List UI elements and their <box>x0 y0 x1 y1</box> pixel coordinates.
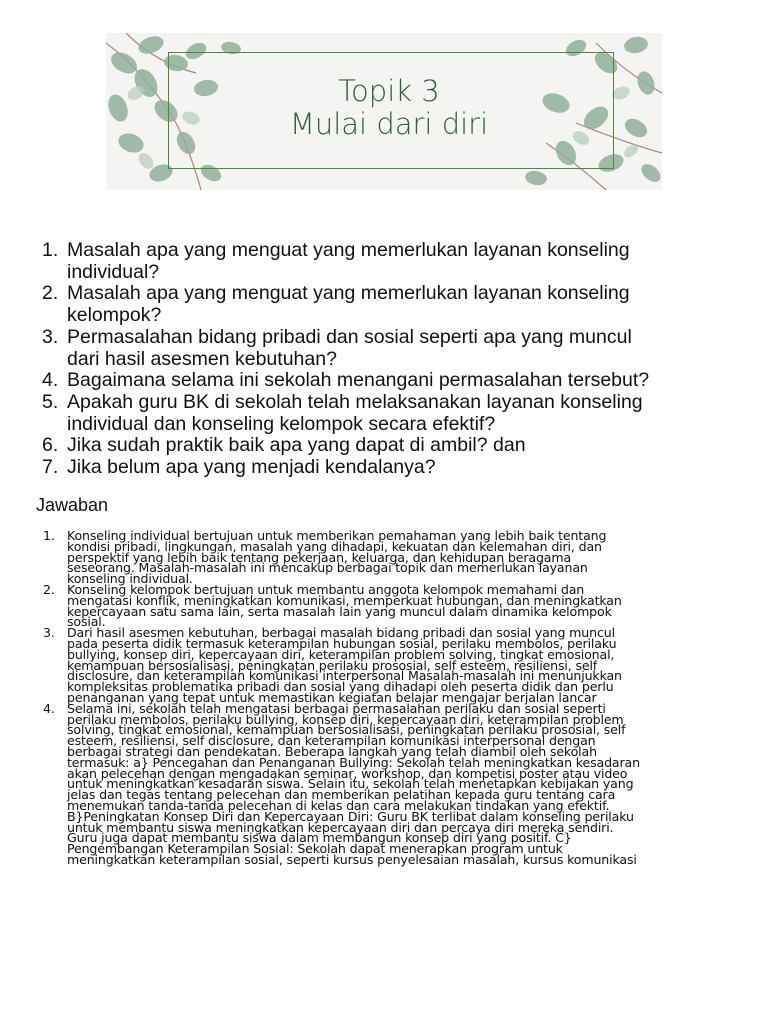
answer-item-text-line: esteem, resiliensi, self disclosure, dan keterampilan komunikasi interpersonal dengan <box>67 733 596 749</box>
answer-item-text-line: Pengembangan Keterampilan Sosial: Sekolah dapat menerapkan program untuk <box>67 841 563 857</box>
question-item-text-line: Bagaimana selama ini sekolah menangani permasalahan tersebut? <box>67 369 650 392</box>
answer-item-text-line: perilaku membolos, perilaku bullying, konsep diri, kepercayaan diri, keterampilan problem <box>67 711 624 727</box>
question-item-text-line: Apakah guru BK di sekolah telah melaksanakan layanan konseling <box>67 390 643 413</box>
question-item <box>36 392 736 435</box>
answer-item-text-line: Selama ini, sekolah telah mengatasi berbagai permasalahan perilaku dan sosial seperti <box>67 700 606 716</box>
page-title <box>256 75 522 141</box>
answer-item-text-line: B}Peningkatan Konsep Diri dan Kepercayaan Diri: Guru BK terlibat dalam konseling perilaku <box>67 808 634 824</box>
question-list <box>36 240 736 479</box>
title-banner <box>106 33 662 190</box>
answer-item-text-line: jelas dan tegas tentang pelecehan dan memberikan pelatihan kepada guru tentang cara <box>67 787 616 803</box>
answer-item-number: 2. <box>43 581 55 597</box>
question-item-text-line: individual dan konseling kelompok secara efektif? <box>67 412 496 435</box>
question-item-text-line: kelompok? <box>67 304 162 327</box>
question-item-text-line: Jika belum apa yang menjadi kendalanya? <box>67 456 436 479</box>
question-item-number: 6. <box>42 434 59 457</box>
question-item-text-line: Permasalahan bidang pribadi dan sosial seperti apa yang muncul <box>67 325 632 348</box>
answer-item-text-line: pada peserta didik termasuk keterampilan hubungan sosial, perilaku membolos, perilaku <box>67 635 617 651</box>
answer-item-text-line: Konseling kelompok bertujuan untuk membantu anggota kelompok memahami dan <box>67 581 585 597</box>
question-item-number: 7. <box>42 456 59 479</box>
question-item-number: 1. <box>42 239 59 261</box>
question-item-text-line: Jika sudah praktik baik apa yang dapat di ambil? dan <box>67 434 526 457</box>
question-item <box>36 370 736 392</box>
answer-item <box>36 625 736 705</box>
answer-list <box>36 528 736 867</box>
question-item <box>36 457 736 479</box>
question-item <box>36 283 736 326</box>
question-item-text-line: individual? <box>67 260 160 283</box>
answer-item-number: 3. <box>43 625 55 641</box>
answer-item-text-line: akan pelecehan dengan mengadakan seminar, workshop, dan kompetisi poster atau video <box>67 765 628 781</box>
answer-item-text-line: berbagai strategi dan pendekatan. Beberapa langkah yang telah diambil oleh sekolah <box>67 743 597 759</box>
answer-item-text-line: untuk membantu siswa meningkatkan kepercayaan diri dan percaya diri mereka sendiri. <box>67 819 614 835</box>
question-item <box>36 435 736 457</box>
answer-item-text-line: kepercayaan satu sama lain, serta masalah lain yang muncul dalam dinamika kelompok <box>67 603 612 619</box>
title-line-topic: Topik 3 <box>338 74 440 108</box>
answer-item-text-line: kemampuan bersosialisasi, peningkatan perilaku prososial, self esteem, resiliensi, self <box>67 657 598 673</box>
answer-item-text-line: meningkatkan keterampilan sosial, seperti kursus penyelesaian masalah, kursus komunikasi <box>67 851 637 867</box>
question-item-number: 4. <box>42 369 59 392</box>
answer-item-text-line: penanganan yang tepat untuk memastikan kegiatan belajar mengajar berjalan lancar <box>67 689 597 705</box>
answer-item-text-line: sosial. <box>67 614 106 630</box>
question-item-text-line: Masalah apa yang menguat yang memerlukan layanan konseling <box>67 239 630 261</box>
answer-item <box>36 700 736 867</box>
answer-item-text-line: Guru juga dapat membantu siswa dalam membangun konsep diri yang positif. C} <box>67 830 572 846</box>
question-item-text-line: Masalah apa yang menguat yang memerlukan layanan konseling <box>67 282 630 305</box>
answer-item <box>36 581 736 630</box>
answer-item-text-line: konseling individual. <box>67 571 193 587</box>
question-item-number: 5. <box>42 390 59 413</box>
question-item-number: 3. <box>42 325 59 348</box>
answer-item <box>36 528 736 587</box>
question-item <box>36 240 736 283</box>
answer-item-text-line: kompleksitas problematika pribadi dan sosial yang dihadapi oleh peserta didik dan perlu <box>67 679 614 695</box>
answers-heading: Jawaban <box>36 495 109 515</box>
answer-item-number: 1. <box>43 528 55 543</box>
question-item-number: 2. <box>42 282 59 305</box>
answer-item-text-line: seseorang. Masalah-masalah ini mencakup berbagai topik dan memerlukan layanan <box>67 560 588 576</box>
answer-item-text-line: perspektif yang lebih baik tentang pekerjaan, keluarga, dan kehidupan beragama <box>67 549 572 565</box>
question-item <box>36 327 736 370</box>
answer-item-text-line: solving, tingkat emosional, kemampuan bersosialisasi, peningkatan perilaku prososial, self <box>67 722 626 738</box>
answer-item-text-line: bullying, konsep diri, kepercayaan diri, keterampilan problem solving, tingkat emosional, <box>67 646 615 662</box>
answer-item-text-line: Konseling individual bertujuan untuk memberikan pemahaman yang lebih baik tentang <box>67 528 607 543</box>
answer-item-text-line: untuk meningkatkan kesadaran siswa. Selain itu, sekolah telah menetapkan kebijakan yang <box>67 776 634 792</box>
answer-item-text-line: Dari hasil asesmen kebutuhan, berbagai masalah bidang pribadi dan sosial yang muncul <box>67 625 615 641</box>
answer-item-text-line: kondisi pribadi, lingkungan, masalah yang dihadapi, kekuatan dan kelemahan diri, dan <box>67 538 602 554</box>
question-item-text-line: dari hasil asesmen kebutuhan? <box>67 347 337 370</box>
answer-item-number: 4. <box>43 700 55 716</box>
answer-item-text-line: mengatasi konflik, meningkatkan komunikasi, memperkuat hubungan, dan meningkatkan <box>67 592 622 608</box>
title-line-subtitle: Mulai dari diri <box>289 107 489 141</box>
answer-item-text-line: disclosure, dan keterampilan komunikasi interpersonal Masalah-masalah ini menunjukkan <box>67 668 622 684</box>
answer-item-text-line: termasuk: a} Pencegahan dan Penanganan Bullying: Sekolah telah meningkatkan kesadaran <box>67 754 640 770</box>
answer-item-text-line: menemukan tanda-tanda pelecehan di kelas dan cara melakukan tindakan yang efektif. <box>67 797 610 813</box>
